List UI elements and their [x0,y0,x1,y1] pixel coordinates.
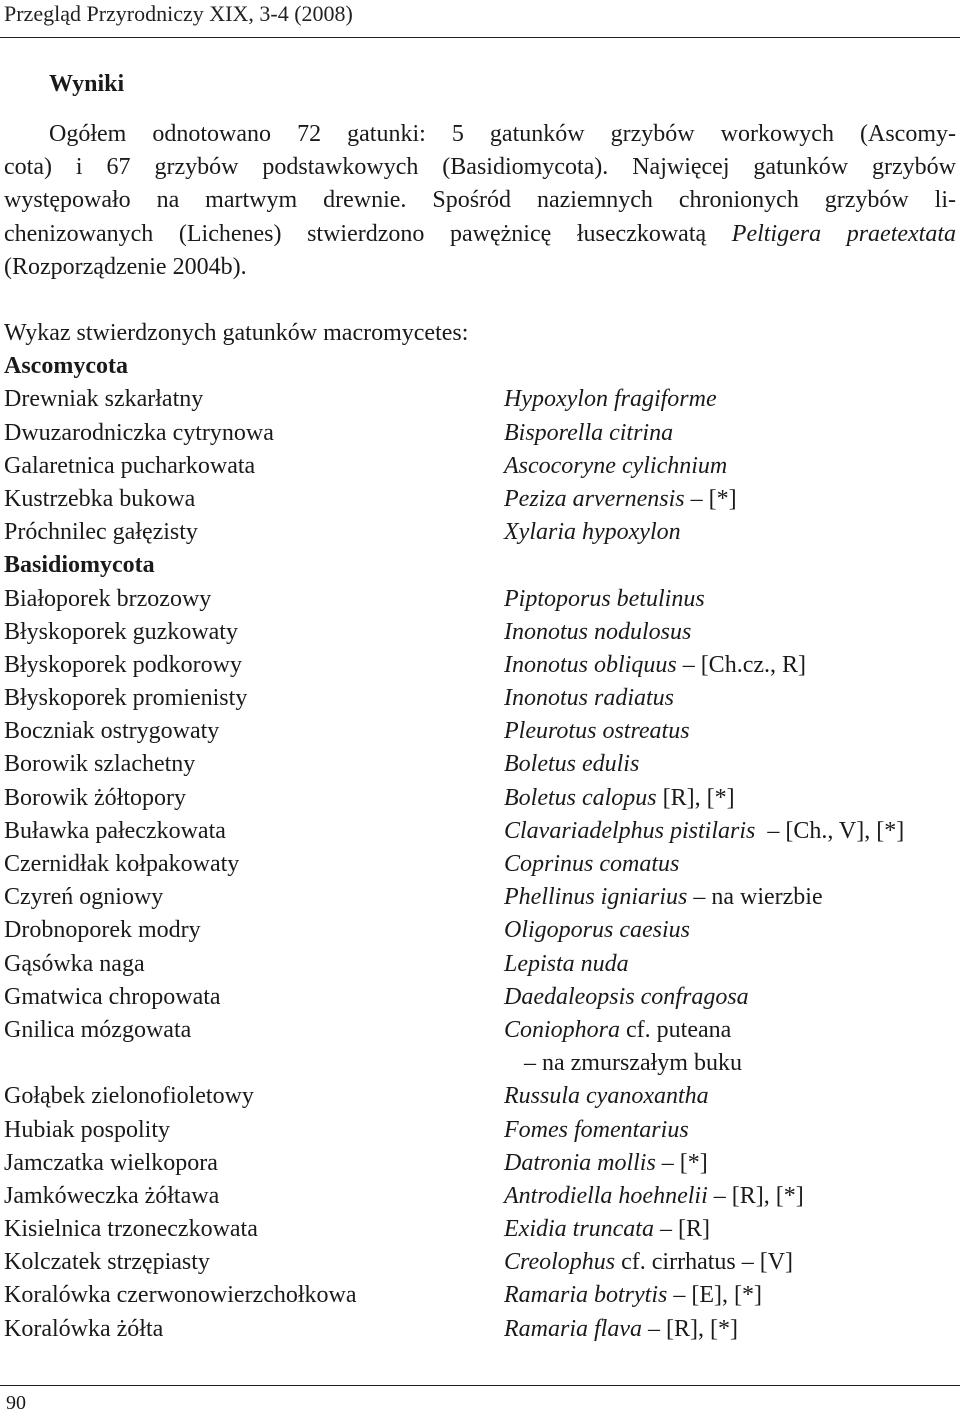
latin-cell [504,1080,709,1113]
paragraph-line [4,218,956,251]
species-note: – [R] [653,1216,710,1243]
species-note: – [*] [684,485,737,512]
species-row [4,682,956,715]
latin-cell [504,583,705,616]
latin-name: Piptoporus betulinus [504,585,705,612]
latin-cell [504,516,681,549]
polish-name: Kolczatek strzępiasty [4,1249,210,1276]
polish-name: Hubiak pospolity [4,1116,170,1143]
polish-name: Gąsówka naga [4,950,145,977]
species-row [4,1246,956,1279]
polish-name: Drewniak szkarłatny [4,386,204,413]
polish-name: Dwuzarodniczka cytrynowa [4,419,274,446]
latin-cell [504,748,639,781]
latin-cell [504,782,735,815]
polish-name: Gmatwica chropowata [4,983,221,1010]
latin-cell [504,1114,689,1147]
polish-name: Boczniak ostrygowaty [4,718,220,745]
polish-name: Galaretnica pucharkowata [4,452,256,479]
latin-name: Exidia truncata [504,1216,654,1243]
latin-name: Clavariadelphus pistilaris [504,817,756,844]
latin-cell [504,715,690,748]
latin-name: Antrodiella hoehnelii [504,1182,708,1209]
paragraph-line: (Rozporządzenie 2004b). [4,253,247,280]
polish-name: Błyskoporek promienisty [4,685,248,712]
polish-name: Białoporek brzozowy [4,585,212,612]
latin-name: Lepista nuda [504,950,629,977]
species-note: – [R], [*] [707,1182,804,1209]
latin-name: Ramaria flava [504,1315,642,1342]
polish-name: Gnilica mózgowata [4,1016,192,1043]
species-note: cf. puteana [620,1016,732,1043]
basidiomycota-rows [4,1080,956,1346]
polish-name: Koralówka żółta [4,1315,164,1342]
latin-cell [504,383,717,416]
latin-name: Oligoporus caesius [504,917,690,944]
species-row [4,881,956,914]
latin-name: Boletus edulis [504,751,640,778]
species-row [4,1080,956,1113]
latin-name: Pleurotus ostreatus [504,718,690,745]
species-row [4,1213,956,1246]
species-row [4,815,956,848]
latin-cell [504,1147,708,1180]
species-note: – na zmurszałym buku [524,1050,742,1077]
polish-name: Próchnilec gałęzisty [4,519,198,546]
species-note: [R], [*] [656,784,735,811]
species-row [4,1180,956,1213]
latin-name: Hypoxylon fragiforme [504,386,717,413]
latin-cell [504,1313,738,1346]
species-row [4,450,956,483]
species-row [4,1313,956,1346]
polish-name: Koralówka czerwonowierzchołkowa [4,1282,357,1309]
species-note: – [R], [*] [642,1315,738,1342]
latin-cell [504,1213,710,1246]
latin-cell [504,914,690,947]
latin-name: Inonotus radiatus [504,685,675,712]
basidiomycota-rows [4,583,956,1014]
polish-name: Borowik szlachetny [4,751,196,778]
paragraph-line: Ogółem odnotowano 72 gatunki: 5 gatunków grzybów workowych (Ascomy- [49,121,956,147]
species-row [4,483,956,516]
latin-cell [504,417,673,450]
species-note: – [*] [655,1149,708,1176]
latin-name: Peziza arvernensis [504,485,685,512]
latin-name: Peltigera praetextata [731,220,957,247]
species-row [4,649,956,682]
footer-rule [0,1385,960,1386]
latin-name: Creolophus [504,1249,616,1276]
latin-name: Fomes fomentarius [504,1116,689,1143]
latin-cell [504,815,904,848]
species-row [4,848,956,881]
polish-name: Czyreń ogniowy [4,884,164,911]
species-row [4,715,956,748]
polish-name: Jamczatka wielkopora [4,1149,218,1176]
paragraph-line: występowało na martwym drewnie. Spośród naziemnych chronionych grzybów li- [4,187,956,214]
latin-name: Coprinus comatus [504,851,680,877]
group-heading-basidiomycota: Basidiomycota [4,552,155,579]
polish-name: Buławka pałeczkowata [4,817,226,844]
paragraph-line: cota) i 67 grzybów podstawkowych (Basidiomycota). Najwięcej gatunków grzybów [4,154,956,181]
latin-cell [504,981,749,1014]
polish-name: Błyskoporek guzkowaty [4,618,238,645]
paragraph-text: chenizowanych (Lichenes) stwierdzono pawężnicę łuseczkowatą [4,220,732,247]
polish-name: Jamkóweczka żółtawa [4,1182,220,1209]
species-row [4,1279,956,1312]
page-number: 90 [6,1392,26,1414]
latin-name: Ramaria botrytis [504,1282,668,1309]
species-note: – [E], [*] [667,1282,762,1309]
species-row-continuation [4,1047,956,1080]
species-row [4,417,956,450]
latin-cell [504,649,806,682]
species-row [4,583,956,616]
latin-name: Datronia mollis [504,1149,656,1176]
species-list [4,350,956,1346]
latin-cell [504,1246,793,1279]
species-row [4,516,956,549]
species-row [4,914,956,947]
latin-cell [504,848,679,881]
species-note: – [Ch.cz., R] [676,651,806,678]
species-row [4,782,956,815]
latin-cell [504,616,691,649]
latin-name: Daedaleopsis confragosa [504,983,749,1010]
species-row [4,1014,956,1047]
polish-name: Gołąbek zielonofioletowy [4,1083,254,1110]
latin-cell [504,1180,804,1213]
latin-cell [504,1279,762,1312]
section-title: Wyniki [49,71,125,97]
latin-name: Phellinus igniarius [504,884,688,911]
latin-cell [504,483,737,516]
latin-cell [504,682,674,715]
latin-name: Xylaria hypoxylon [504,519,681,546]
species-list-intro: Wykaz stwierdzonych gatunków macromycetes: [4,320,469,346]
latin-cell [504,1014,731,1047]
latin-name: Inonotus nodulosus [504,618,692,645]
latin-name: Boletus calopus [504,784,657,811]
polish-name: Kustrzebka bukowa [4,485,196,512]
species-note: cf. cirrhatus – [V] [615,1249,794,1276]
header-rule [0,37,960,38]
species-note: – [Ch., V], [*] [755,817,905,844]
species-row [4,1114,956,1147]
species-row [4,616,956,649]
group-heading-ascomycota: Ascomycota [4,353,128,380]
latin-name: Russula cyanoxantha [504,1083,709,1110]
ascomycota-rows [4,383,956,549]
latin-cell [504,881,823,914]
species-row [4,948,956,981]
latin-cell [504,450,727,483]
polish-name: Błyskoporek podkorowy [4,651,242,678]
species-row [4,383,956,416]
polish-name: Borowik żółtopory [4,784,186,811]
running-header: Przegląd Przyrodniczy XIX, 3-4 (2008) [4,1,353,26]
polish-name: Czernidłak kołpakowaty [4,851,240,877]
latin-cell [504,948,629,981]
latin-name: Ascocoryne cylichnium [504,452,728,479]
latin-name: Bisporella citrina [504,419,674,446]
species-row [4,981,956,1014]
polish-name: Kisielnica trzoneczkowata [4,1216,258,1243]
latin-name: Inonotus obliquus [504,651,677,678]
species-note: – na wierzbie [687,884,823,911]
latin-name: Coniophora [504,1016,621,1043]
species-row [4,748,956,781]
species-row [4,1147,956,1180]
polish-name: Drobnoporek modry [4,917,201,944]
results-paragraph [4,118,956,284]
